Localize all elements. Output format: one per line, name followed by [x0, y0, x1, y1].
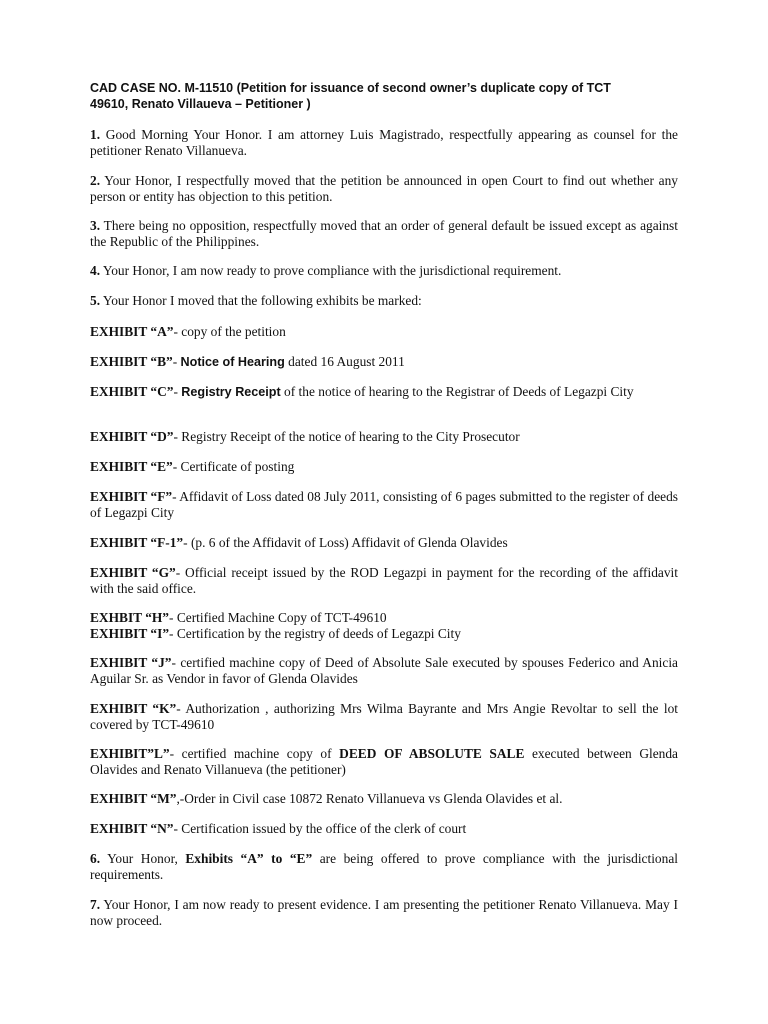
- exhibit-description: - Official receipt issued by the ROD Legazpi in payment for the recording of the affidavit with the said office.: [90, 565, 678, 596]
- exhibit-description: - Certification issued by the office of the clerk of court: [173, 821, 467, 836]
- exhibit-separator: -: [172, 354, 181, 369]
- paragraph-text: Your Honor,: [100, 851, 186, 866]
- paragraph-number: 2.: [90, 173, 101, 188]
- paragraph-5: [90, 293, 678, 309]
- exhibit-description: - Certificate of posting: [172, 459, 295, 474]
- exhibit-description: - Affidavit of Loss dated 08 July 2011, consisting of 6 pages submitted to the register of deeds of Legazpi City: [90, 489, 678, 520]
- exhibit-a: [90, 324, 678, 340]
- exhibit-description: - copy of the petition: [173, 324, 286, 339]
- exhibit-label: EXHIBIT “C”: [90, 384, 174, 399]
- paragraph-4: [90, 263, 678, 279]
- exhibit-label: EXHIBIT “I”: [90, 626, 170, 641]
- exhibit-description: executed between Glenda Olavides and Renato Villanueva (the petitioner): [90, 746, 679, 777]
- exhibit-label: EXHIBIT “F”: [90, 489, 173, 504]
- exhibit-label: EXHIBIT “G”: [90, 565, 176, 580]
- exhibit-description: - Certification by the registry of deeds of Legazpi City: [169, 626, 461, 641]
- paragraph-6: [90, 851, 678, 882]
- paragraph-text: Your Honor, I am now ready to present evidence. I am presenting the petitioner Renato Villanueva. May I now proceed.: [90, 897, 678, 928]
- exhibit-description: of the notice of hearing to the Registrar of Deeds of Legazpi City: [280, 384, 634, 399]
- exhibit-description: - (p. 6 of the Affidavit of Loss) Affidavit of Glenda Olavides: [183, 535, 508, 550]
- exhibit-label: EXHIBIT “E”: [90, 459, 173, 474]
- exhibit-n: [90, 821, 678, 837]
- paragraph-number: 6.: [90, 851, 101, 866]
- exhibit-label: EXHIBIT “B”: [90, 354, 173, 369]
- exhibit-label: EXHIBIT “J”: [90, 655, 172, 670]
- paragraph-text: There being no opposition, respectfully moved that an order of general default be issued except as against the Republic of the Philippines.: [90, 218, 678, 249]
- case-heading: [90, 80, 678, 112]
- paragraph-bold-text: Exhibits “A” to “E”: [185, 851, 313, 866]
- exhibit-separator: -: [173, 384, 182, 399]
- exhibit-label: EXHIBIT “A”: [90, 324, 174, 339]
- paragraph-2: [90, 173, 678, 204]
- exhibit-description: ,-Order in Civil case 10872 Renato Villanueva vs Glenda Olavides et al.: [176, 791, 563, 806]
- paragraph-1: [90, 127, 678, 158]
- exhibit-separator: - certified machine copy of: [169, 746, 340, 761]
- case-heading-line-1: CAD CASE NO. M-11510 (Petition for issuance of second owner’s duplicate copy of TCT: [90, 81, 611, 95]
- exhibit-e: [90, 459, 678, 475]
- exhibit-g: [90, 565, 678, 596]
- paragraph-number: 7.: [90, 897, 101, 912]
- exhibit-l: [90, 746, 678, 777]
- exhibit-i: [90, 626, 678, 642]
- paragraph-text: Your Honor I moved that the following exhibits be marked:: [100, 293, 422, 308]
- exhibit-label: EXHIBIT “F-1”: [90, 535, 184, 550]
- paragraph-3: [90, 218, 678, 249]
- exhibit-f-1: [90, 535, 678, 551]
- exhibit-h: [90, 610, 678, 626]
- exhibit-description: - Authorization , authorizing Mrs Wilma Bayrante and Mrs Angie Revoltar to sell the lot covered by TCT-49610: [90, 701, 679, 732]
- exhibit-label: EXHIBIT “K”: [90, 701, 177, 716]
- paragraph-number: 4.: [90, 263, 101, 278]
- exhibit-label: EXHIBIT”L”: [90, 746, 170, 761]
- paragraph-7: [90, 897, 678, 928]
- exhibit-b: [90, 354, 678, 371]
- exhibit-bold-text: DEED OF ABSOLUTE SALE: [339, 746, 525, 761]
- exhibit-j: [90, 655, 678, 686]
- exhibit-description: dated 16 August 2011: [284, 354, 405, 369]
- exhibit-m: [90, 791, 678, 807]
- exhibit-d: [90, 429, 678, 445]
- paragraph-text: Your Honor, I am now ready to prove compliance with the jurisdictional requirement.: [100, 263, 562, 278]
- paragraph-text: Good Morning Your Honor. I am attorney Luis Magistrado, respectfully appearing as counsel for the petitioner Renato Villanueva.: [90, 127, 678, 158]
- exhibit-label: EXHIBIT “N”: [90, 821, 174, 836]
- exhibit-label: EXHIBIT “M”: [90, 791, 177, 806]
- exhibit-k: [90, 701, 678, 732]
- exhibit-bold-text: Notice of Hearing: [180, 355, 285, 369]
- exhibit-description: - Registry Receipt of the notice of hearing to the City Prosecutor: [173, 429, 520, 444]
- paragraph-text: are being offered to prove compliance with the jurisdictional requirements.: [90, 851, 678, 882]
- paragraph-number: 3.: [90, 218, 101, 233]
- case-heading-line-2: 49610, Renato Villaueva – Petitioner ): [90, 97, 311, 111]
- paragraph-text: Your Honor, I respectfully moved that the petition be announced in open Court to find out whether any person or entity has objection to this petition.: [90, 173, 678, 204]
- exhibit-label: EXHBIT “H”: [90, 610, 170, 625]
- paragraph-number: 5.: [90, 293, 101, 308]
- exhibit-description: - certified machine copy of Deed of Absolute Sale executed by spouses Federico and Anicia Aguilar Sr. as Vendor in favor of Glenda Olavides: [90, 655, 678, 686]
- exhibit-f: [90, 489, 678, 520]
- exhibit-bold-text: Registry Receipt: [181, 385, 281, 399]
- exhibit-description: - Certified Machine Copy of TCT-49610: [169, 610, 387, 625]
- paragraph-number: 1.: [90, 127, 101, 142]
- exhibit-label: EXHIBIT “D”: [90, 429, 174, 444]
- exhibit-c: [90, 384, 678, 401]
